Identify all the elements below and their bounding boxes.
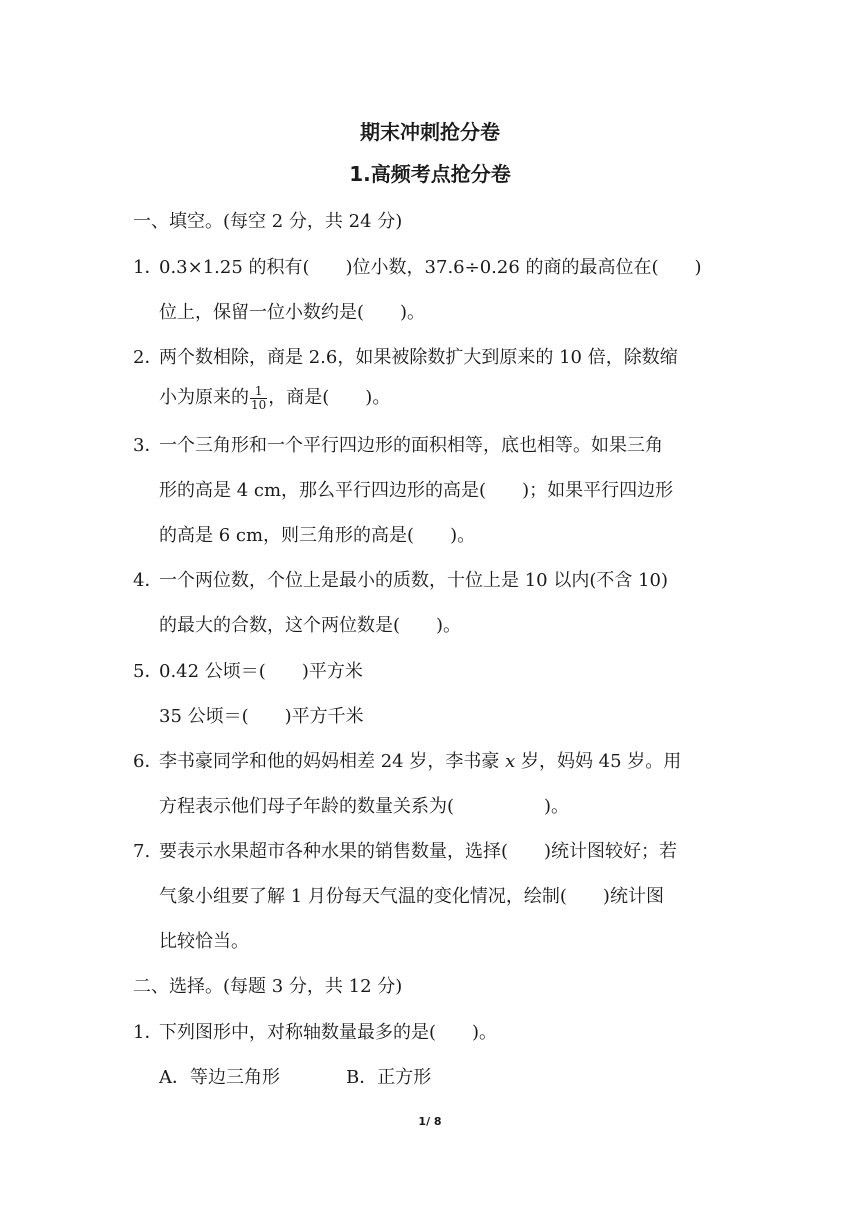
question-number: 3． [133,435,163,456]
question-text: 李书豪同学和他的妈妈相差 24 岁，李书豪 [159,751,506,772]
question-3 [133,431,663,457]
question-number: 7. [133,841,151,862]
question-text: 一个两位数，个位上是最小的质数，十位上是 10 以内(不含 10) [159,570,669,591]
fraction-numerator: 1 [250,385,267,399]
option-a: A．等边三角形 [159,1067,280,1088]
question-5 [133,657,363,683]
variable-x: x [505,751,516,772]
question-1-line-2: 位上，保留一位小数约是( )。 [159,302,426,323]
question-text: 要表示水果超市各种水果的销售数量，选择( )统计图较好；若 [159,841,678,862]
question-4-line-2: 的最大的合数，这个两位数是( )。 [159,615,462,636]
question-6 [133,747,681,773]
question-text: 两个数相除，商是 2.6，如果被除数扩大到原来的 10 倍，除数缩 [159,347,678,368]
page-number: 1/ 8 [418,1115,442,1128]
question-text: 0.3×1.25 的积有( )位小数，37.6÷0.26 的商的最高位在( ) [159,257,702,278]
question-3-line-3: 的高是 6 cm，则三角形的高是( )。 [159,525,476,546]
question-number: 1． [133,1022,163,1043]
page-subtitle: 1.高频考点抢分卷 [349,162,511,186]
question-1 [133,253,702,279]
section-1-heading: 一、填空。(每空 2 分，共 24 分) [133,211,403,232]
question-text: 岁，妈妈 45 岁。用 [515,751,682,772]
choice-question-1 [133,1018,497,1044]
question-7 [133,837,677,863]
section-2-heading: 二、选择。(每题 3 分，共 12 分) [133,976,403,997]
question-4 [133,566,668,592]
question-number: 5． [133,661,163,682]
question-number: 6． [133,751,163,772]
question-2-line-2 [159,383,390,412]
fraction [250,385,267,412]
question-7-line-3: 比较恰当。 [159,931,249,952]
page-title: 期末冲刺抢分卷 [360,120,500,144]
fraction-denominator: 10 [251,397,267,412]
question-text: 下列图形中，对称轴数量最多的是( )。 [159,1022,498,1043]
option-b: B．正方形 [346,1067,432,1088]
question-7-line-2: 气象小组要了解 1 月份每天气温的变化情况，绘制( )统计图 [159,886,664,907]
question-text: 小为原来的 [159,387,249,408]
question-5-line-2: 35 公顷＝( )平方千米 [159,706,364,727]
question-number: 2． [133,347,163,368]
question-text: 一个三角形和一个平行四边形的面积相等，底也相等。如果三角 [159,435,663,456]
question-6-line-2: 方程表示他们母子年龄的数量关系为( )。 [159,796,570,817]
question-number: 1． [133,257,163,278]
question-number: 4． [133,570,163,591]
question-text: 0.42 公顷＝( )平方米 [159,661,363,682]
question-2 [133,343,678,369]
question-text: ，商是( )。 [268,387,391,408]
question-3-line-2: 形的高是 4 cm，那么平行四边形的高是( )；如果平行四边形 [159,480,674,501]
